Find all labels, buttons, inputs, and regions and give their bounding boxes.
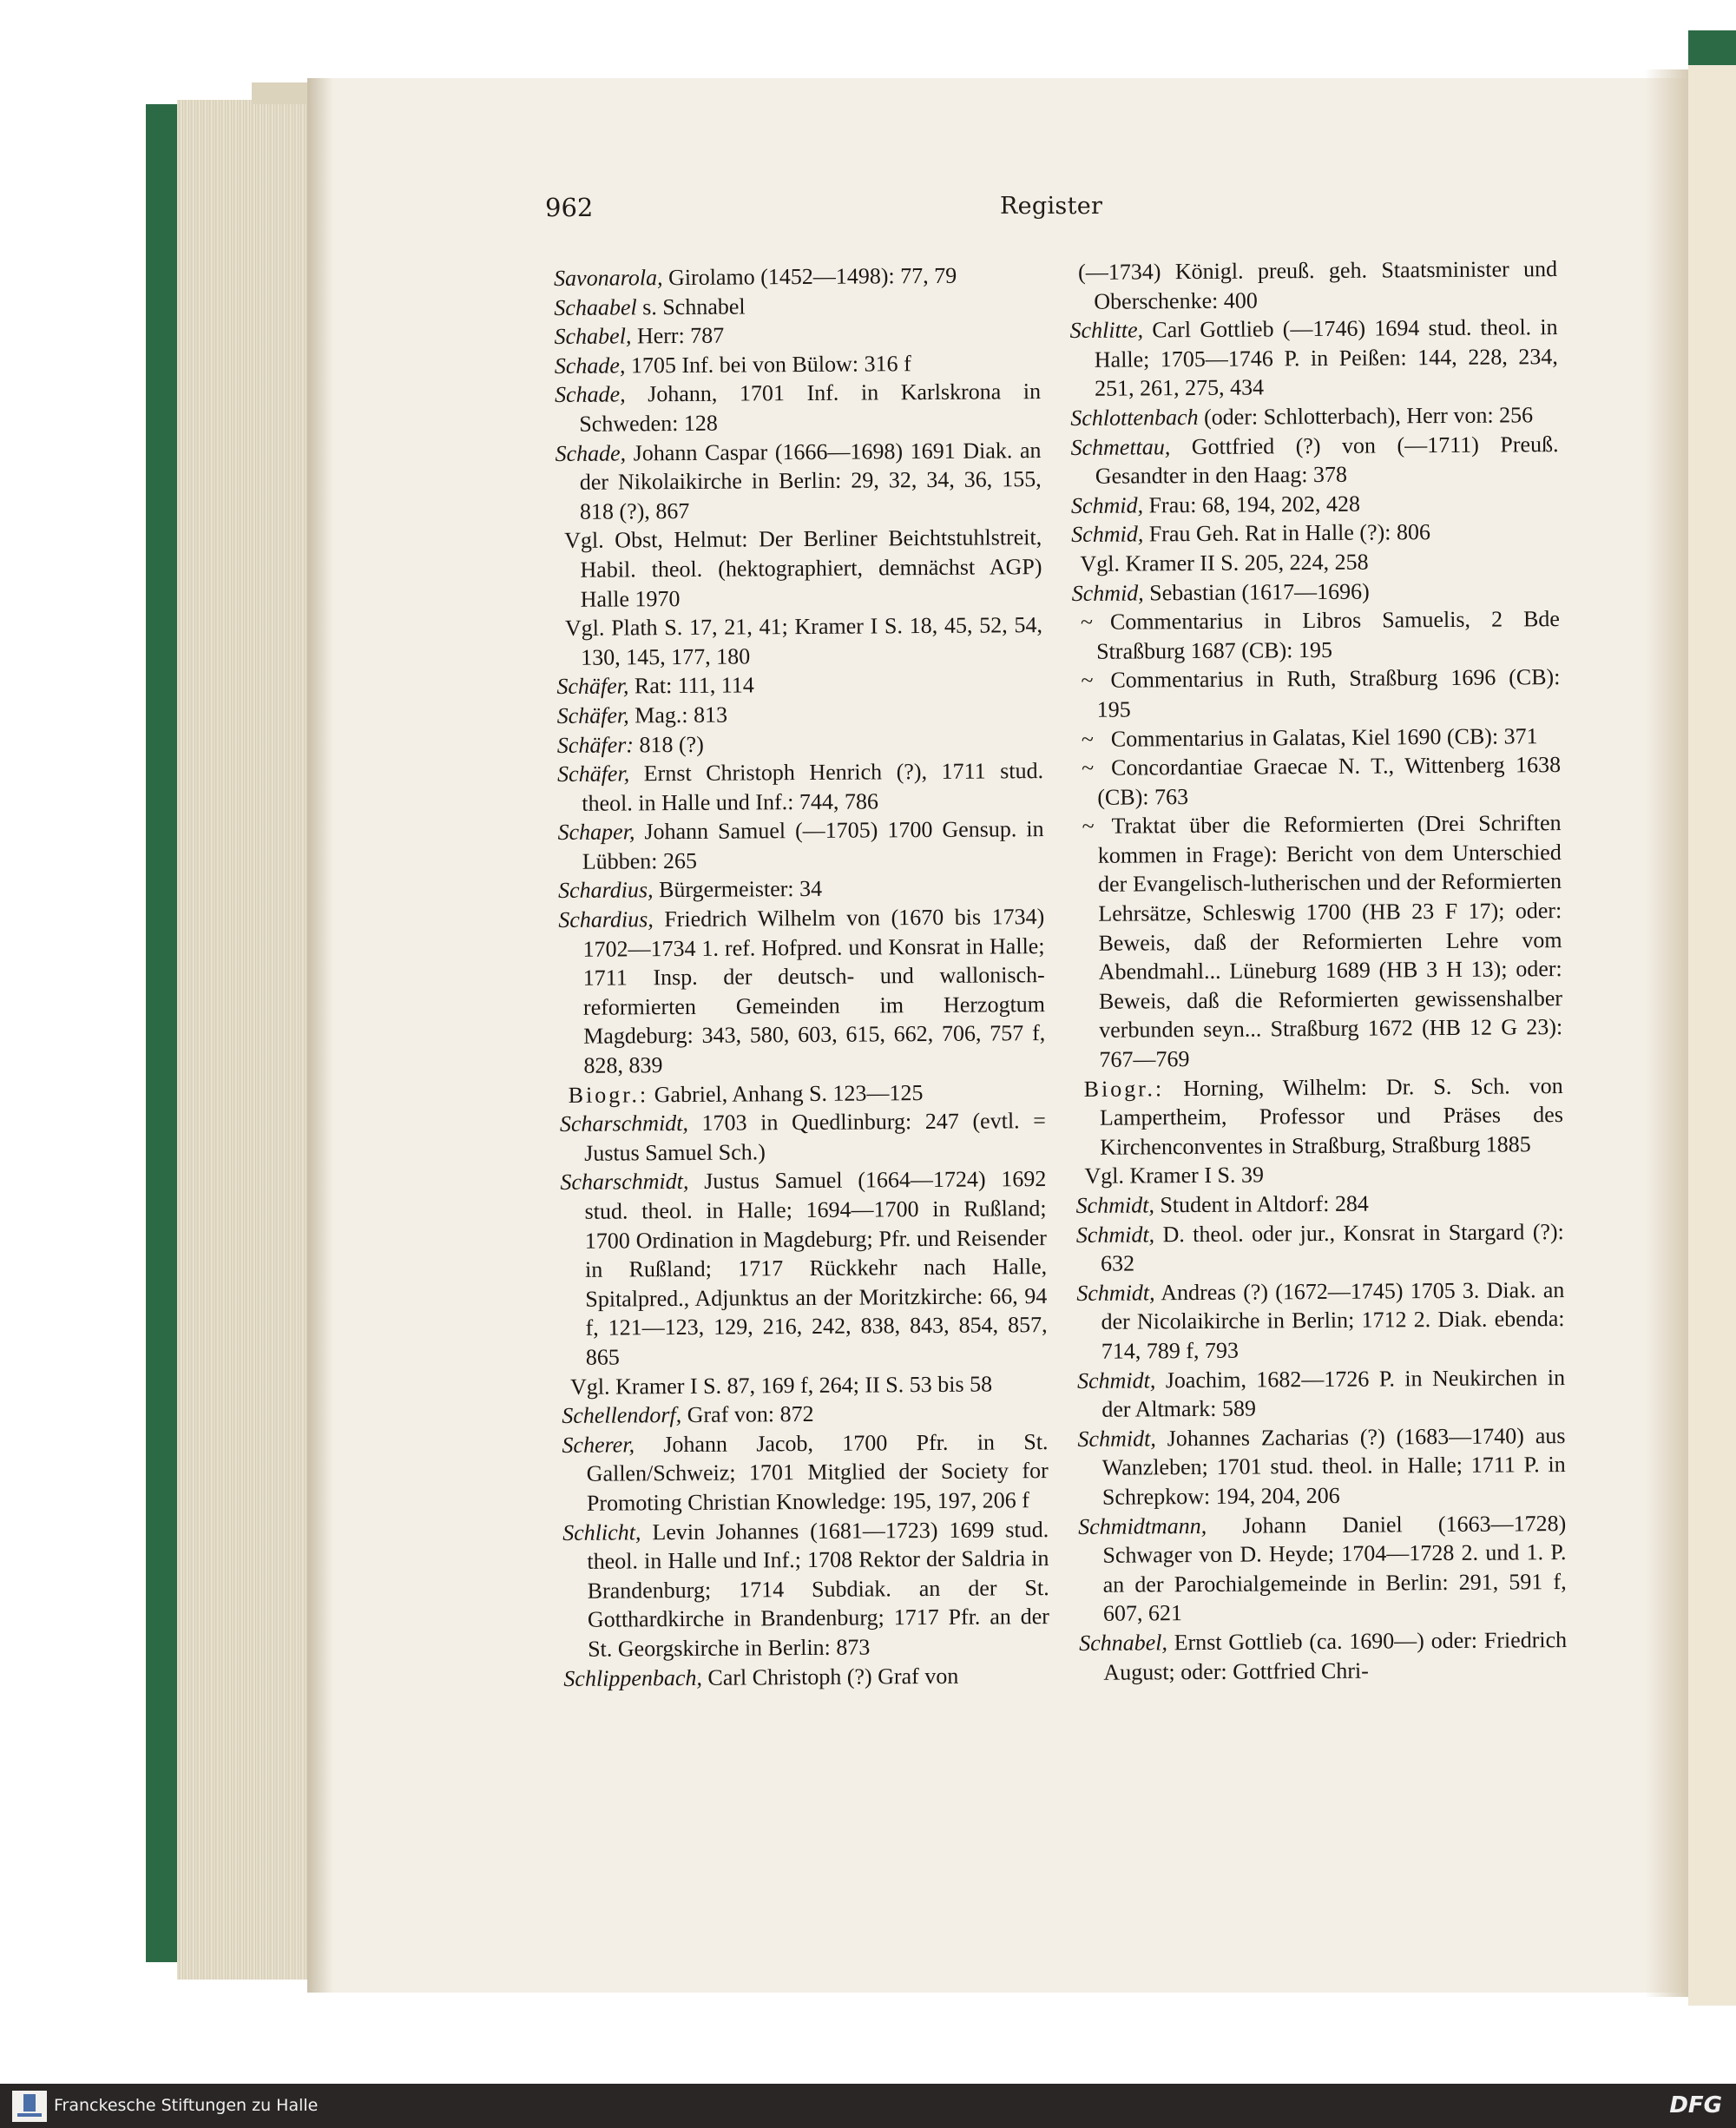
book-gutter: [1645, 69, 1688, 1997]
index-column-right: [1069, 254, 1567, 1687]
index-entry: [1076, 1188, 1564, 1221]
entry-headword: Scharschmidt,: [559, 1110, 689, 1137]
entry-headword: Schaabel: [554, 293, 637, 320]
entry-headword: Schäfer,: [557, 761, 630, 787]
entry-text: Ernst Christoph Henrich (?), 1711 stud. theol. in Halle und Inf.: 744, 786: [582, 758, 1044, 816]
entry-headword: Schmidt,: [1076, 1280, 1155, 1306]
entry-headword: Scherer,: [562, 1432, 635, 1458]
page-stack-edge: [177, 100, 307, 1980]
biography-label: Biogr.:: [1083, 1075, 1165, 1102]
entry-text: D. theol. oder jur., Konsrat in Stargard (?): 632: [1100, 1218, 1564, 1276]
index-entry: [1069, 313, 1558, 404]
entry-headword: Schmid,: [1070, 492, 1144, 518]
entry-text: Johannes Zacharias (?) (1683—1740) aus Wanzleben; 1701 stud. theol. in Halle; 1711 P. in Schrepkow: 194, 204, 206: [1101, 1422, 1566, 1510]
tilde-mark: ~: [1082, 754, 1095, 781]
entry-text: Justus Samuel (1664—1724) 1692 stud. theol. in Halle; 1694—1700 in Rußland; 1700 Ordination in Magdeburg; Pfr. und Reisender in Rußland; 1717 Rückkehr nach Halle, Spitalpred., Adjunktus an der Moritzkirche: 66, 94 f, 121—123, 129, 216, 242, 838, 843, 854, 857, 865: [584, 1166, 1048, 1370]
index-entry: [1079, 1625, 1567, 1687]
entry-headword: Schmidtmann,: [1078, 1512, 1207, 1539]
entry-text: Herr: 787: [631, 322, 725, 349]
tilde-mark: ~: [1081, 668, 1094, 694]
index-reference: Vgl. Kramer I S. 39: [1084, 1162, 1264, 1189]
entry-headword: Schäfer,: [556, 702, 629, 728]
subentry-text: Commentarius in Libros Samuelis, 2 Bde Straßburg 1687 (CB): 195: [1096, 606, 1561, 664]
entry-headword: Schäfer,: [556, 673, 629, 700]
entry-headword: Schardius,: [558, 906, 654, 933]
index-entry: [555, 348, 1041, 381]
book-cover-edge: [146, 104, 177, 1962]
index-entry: [554, 260, 1040, 293]
entry-text: Girolamo (1452—1498): 77, 79: [662, 262, 957, 291]
dfg-logo: DFG: [1669, 2092, 1722, 2118]
index-reference: Vgl. Plath S. 17, 21, 41; Kramer I S. 18, 45, 52, 54, 130, 145, 177, 180: [564, 612, 1043, 670]
index-entry: [554, 290, 1040, 323]
entry-headword: Schade,: [554, 381, 626, 408]
page-header: [0, 193, 1736, 236]
entry-headword: Schlitte,: [1069, 317, 1144, 344]
entry-text: Gottfried (?) von (—1711) Preuß. Gesandter in den Haag: 378: [1095, 431, 1559, 489]
tilde-mark: ~: [1080, 609, 1094, 636]
index-entry: [1077, 1421, 1566, 1512]
biography-text: Gabriel, Anhang S. 123—125: [648, 1079, 924, 1107]
entry-headword: Schmidt,: [1076, 1367, 1156, 1393]
index-entry: [558, 902, 1045, 1080]
index-reference: Vgl. Kramer II S. 205, 224, 258: [1080, 549, 1369, 576]
index-entry: [556, 669, 1042, 702]
index-entry: [555, 436, 1042, 527]
biography-label: Biogr.:: [568, 1081, 649, 1108]
entry-text: Joachim, 1682—1726 P. in Neukirchen in der Altmark: 589: [1101, 1364, 1566, 1422]
index-subentry: [1073, 808, 1562, 1074]
entry-headword: Schmettau,: [1070, 433, 1171, 460]
index-entry: [558, 873, 1044, 906]
entry-text: (oder: Schlotterbach), Herr von: 256: [1198, 402, 1534, 430]
index-entry: [563, 1661, 1049, 1694]
index-entry: [1076, 1217, 1564, 1279]
index-entry: [555, 377, 1041, 438]
index-subentry: [1073, 721, 1561, 754]
institution-name: Franckesche Stiftungen zu Halle: [54, 2096, 319, 2115]
index-entry: [1072, 576, 1560, 609]
entry-text: Johann Caspar (1666—1698) 1691 Diak. an der Nikolaikirche in Berlin: 29, 32, 34, 36, 155, 818 (?), 867: [579, 437, 1042, 524]
tilde-mark: ~: [1082, 814, 1095, 840]
entry-headword: Schabel,: [554, 323, 632, 350]
subentry-text: Traktat über die Reformierten (Drei Schriften kommen in Frage): Bericht von dem Unterschied der Evangelisch-lutherischen und der Reformierten Lehrsätze, Schleswig 1700 (HB 23 F 17); oder: Beweis, daß der Reformierten Lehre vom Abendmahl... Lüneburg 1689 (HB 3 H 13); oder: Beweis, daß die Reformierten gewissenshalber verbunden seyn... Straßburg 1672 (HB 12 G 23): 767—769: [1097, 810, 1563, 1072]
entry-text: Friedrich Wilhelm von (1670 bis 1734) 1702—1734 1. ref. Hofpred. und Konsrat in Halle; 1711 Insp. der deutsch- und wallonisch-reformierten Gemeinden im Herzogtum Magdeburg: 343, 580, 603, 615, 662, 706, 757 f, 828, 839: [582, 904, 1046, 1078]
entry-headword: Schmidt,: [1077, 1426, 1156, 1452]
entry-headword: Schade,: [554, 352, 626, 379]
biography-text: Horning, Wilhelm: Dr. S. Sch. von Lampertheim, Professor und Präses des Kirchenconventes in Straßburg, Straßburg 1885: [1099, 1072, 1564, 1160]
index-entry: [562, 1427, 1049, 1519]
entry-text: Mag.: 813: [628, 702, 728, 728]
tilde-mark: ~: [1081, 726, 1095, 752]
facing-page-edge: [1688, 61, 1736, 2006]
index-biography: [1075, 1071, 1564, 1163]
index-entry: [1070, 430, 1558, 491]
index-column-left: [554, 260, 1049, 1693]
institution-logo-icon: [12, 2091, 47, 2122]
entry-headword: Schmid,: [1071, 579, 1144, 606]
subentry-text: Commentarius in Galatas, Kiel 1690 (CB): 371: [1110, 722, 1538, 752]
entry-text: Bürgermeister: 34: [653, 876, 823, 903]
entry-text: Rat: 111, 114: [628, 672, 754, 699]
entry-text: Carl Gottlieb (—1746) 1694 stud. theol. in Halle; 1705—1746 P. in Peißen: 144, 228, 234, 251, 261, 275, 434: [1094, 314, 1558, 402]
page-shadow: [307, 78, 333, 1993]
index-entry: [560, 1164, 1048, 1372]
entry-text: Frau Geh. Rat in Halle (?): 806: [1143, 519, 1431, 547]
entry-text: s. Schnabel: [636, 293, 746, 320]
entry-headword: Schaper,: [557, 819, 635, 846]
index-entry: [1071, 488, 1559, 521]
index-entry: [557, 756, 1043, 818]
index-entry: [557, 814, 1043, 876]
entry-text: Johann Samuel (—1705) 1700 Gensup. in Lübben: 265: [582, 816, 1044, 874]
index-entry: [562, 1398, 1048, 1431]
entry-headword: Schäfer:: [556, 731, 635, 758]
index-reference: Vgl. Kramer I S. 87, 169 f, 264; II S. 53 bis 58: [569, 1371, 993, 1400]
entry-headword: Schardius,: [557, 877, 654, 904]
entry-text: Johann Daniel (1663—1728) Schwager von D. Heyde; 1704—1728 2. und 1. P. an der Parochialgemeinde in Berlin: 291, 591 f, 607, 621: [1102, 1510, 1567, 1627]
entry-text: 1703 in Quedlinburg: 247 (evtl. = Justus Samuel Sch.): [584, 1108, 1047, 1166]
entry-headword: Savonarola,: [554, 265, 663, 291]
entry-headword: Schlottenbach: [1070, 404, 1199, 431]
index-entry: [562, 1515, 1049, 1664]
index-entry: [1070, 400, 1558, 433]
index-subentry: [1073, 750, 1561, 812]
entry-text: Frau: 68, 194, 202, 428: [1142, 491, 1361, 518]
index-reference: Vgl. Obst, Helmut: Der Berliner Beichtstuhlstreit, Habil. theol. (hektographiert, demnächst AGP) Halle 1970: [564, 524, 1042, 612]
subentry-text: Concordantiae Graecae N. T., Wittenberg 1638 (CB): 763: [1097, 752, 1562, 810]
index-entry: [1076, 1275, 1565, 1367]
entry-headword: Schlicht,: [562, 1519, 641, 1545]
entry-text: 818 (?): [633, 731, 704, 757]
index-entry: [1077, 1363, 1565, 1425]
entry-text: Carl Christoph (?) Graf von: [701, 1663, 959, 1690]
index-entry: [1078, 1509, 1567, 1629]
entry-text: Sebastian (1617—1696): [1143, 578, 1370, 605]
entry-headword: Schmid,: [1071, 521, 1144, 548]
entry-text: Levin Johannes (1681—1723) 1699 stud. theol. in Halle und Inf.; 1708 Rektor der Saldria in Brandenburg; 1714 Subdiak. an der St. Gotthardkirche in Brandenburg; 1717 Pfr. an der St. Georgskirche in Berlin: 873: [587, 1516, 1049, 1662]
entry-headword: Schmidt,: [1075, 1221, 1155, 1248]
index-subentry: [1072, 662, 1560, 724]
index-entry: [1071, 517, 1559, 550]
entry-headword: Schellendorf,: [562, 1402, 682, 1429]
entry-text: 1705 Inf. bei von Bülow: 316 f: [625, 350, 911, 379]
facing-cover-edge: [1688, 30, 1736, 65]
entry-headword: Scharschmidt,: [560, 1169, 689, 1196]
entry-text: Student in Altdorf: 284: [1154, 1190, 1369, 1218]
entry-headword: Schnabel,: [1079, 1630, 1168, 1656]
subentry-text: Commentarius in Ruth, Straßburg 1696 (CB): 195: [1096, 664, 1561, 722]
index-entry: [557, 728, 1043, 761]
running-head: Register: [1000, 193, 1103, 220]
index-entry: [554, 319, 1040, 352]
entry-headword: Schlippenbach,: [563, 1664, 703, 1691]
index-biography: [560, 1077, 1046, 1110]
index-subentry: [1072, 604, 1560, 666]
index-entry: [557, 698, 1043, 731]
entry-text: Andreas (?) (1672—1745) 1705 3. Diak. an der Nicolaikirche in Berlin; 1712 2. Diak. ebenda: 714, 789 f, 793: [1101, 1276, 1565, 1364]
entry-headword: Schmidt,: [1075, 1192, 1154, 1218]
entry-text: Johann, 1701 Inf. in Karlskrona in Schweden: 128: [579, 379, 1042, 437]
index-entry: [560, 1106, 1046, 1168]
entry-headword: Schade,: [555, 439, 627, 466]
entry-text: Ernst Gottlieb (ca. 1690—) oder: Friedrich August; oder: Gottfried Chri-: [1103, 1626, 1568, 1685]
viewer-footer: [0, 2084, 1736, 2128]
entry-text: Graf von: 872: [681, 1401, 814, 1428]
index-continuation: (—1734) Königl. preuß. geh. Staatsminister und Oberschenke: 400: [1078, 256, 1558, 314]
logo-base-shape: [17, 2113, 42, 2117]
logo-tower-shape: [23, 2094, 36, 2112]
page-number: 962: [545, 193, 594, 222]
entry-text: Johann Jacob, 1700 Pfr. in St. Gallen/Schweiz; 1701 Mitglied der Society for Promoting Christian Knowledge: 195, 197, 206 f: [586, 1428, 1049, 1516]
